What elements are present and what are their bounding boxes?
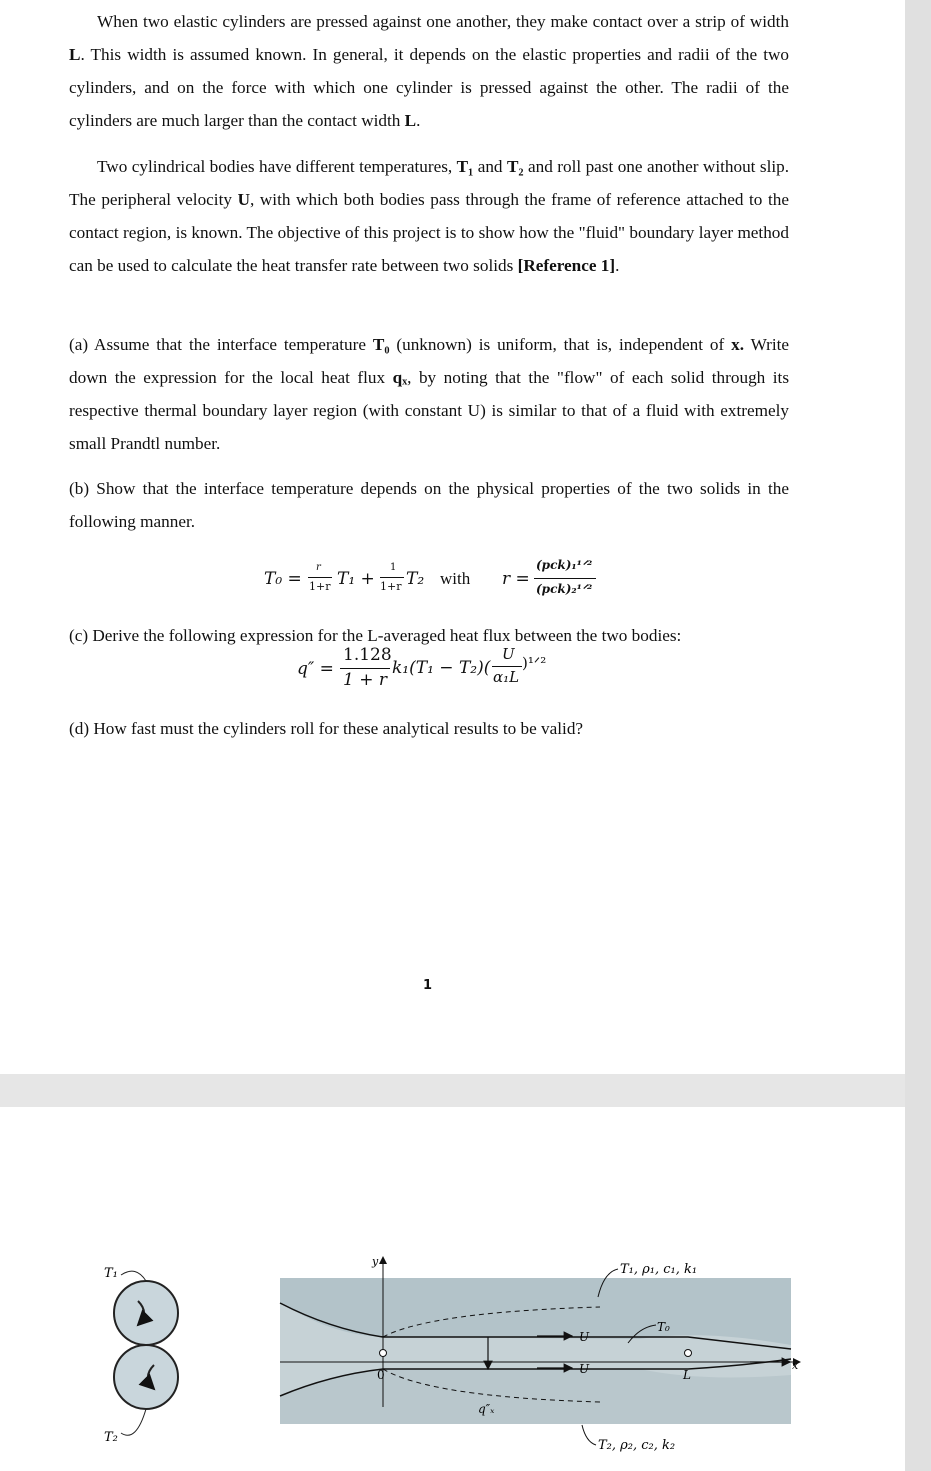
eq1-t2: T₂ [406,569,425,589]
eq1-frac1-num: r [316,562,321,573]
contact-region-diagram [280,1257,800,1445]
page-number: 1 [423,978,433,993]
paragraph-part-b: (b) Show that the interface temperature depends on the physical properties of the two solids in the following manner. [69,479,789,531]
label-T2-cylinder: T₂ [104,1430,118,1445]
eq2-frac-num: U [502,645,515,663]
paragraph-part-a: (a) Assume that the interface temperature T₀ (unknown) is uniform, that is, independent of x. Write down the expression for the local heat flux qₓ, by noting that the "flow" of each solid through its respective thermal boundary layer region (with constant U) is similar to that of a fluid with extremely small Prandtl number. [69,335,790,453]
eq1-frac1-bar [308,577,332,578]
label-x-axis: x [792,1359,799,1372]
label-bottom-properties: T₂, ρ₂, c₂, k₂ [598,1438,676,1453]
eq2-lhs: q″ = [297,659,334,679]
rolling-cylinders-figure [0,1107,905,1471]
eq2-bar [340,668,390,669]
eq2-mid: k₁(T₁ − T₂)( [392,658,491,678]
eq1-r-eq: r = [502,569,530,589]
eq2-frac-bar [492,666,522,667]
eq1-with: with [440,569,471,588]
eq1-frac2-bar [380,577,404,578]
eq1-t1: T₁ + [337,569,375,589]
viewer-scrollbar-area[interactable] [905,0,931,1471]
cylinders-schematic [114,1271,178,1435]
paragraph-contact-strip: When two elastic cylinders are pressed against one another, they make contact over a strip of width L. This width is assumed known. In general, it depends on the elastic properties and radii of the two cylinders, and on the force with which one cylinder is pressed against the other. The radii of the cylinders are much larger than the contact width L. [69,12,789,130]
paragraph-rolling-bodies: Two cylindrical bodies have different temperatures, T₁ and T₂ and roll past one another without slip. The peripheral velocity U, with which both bodies pass through the frame of reference attached to the contact region, is known. The objective of this project is to show how the "fluid" boundary layer method can be used to calculate the heat transfer rate between two solids [Reference 1]. [69,157,790,275]
label-y-axis: y [372,1255,379,1268]
label-heat-flux: q″ₓ [478,1402,495,1416]
eq1-frac2-den: 1+r [380,580,402,593]
eq1-r-num: (pck)₁¹ᐟ² [536,558,593,572]
label-U-top: U [579,1330,590,1344]
eq2-num: 1.128 [343,645,392,665]
eq1-frac1-den: 1+r [309,580,331,593]
label-T0: T₀ [657,1320,670,1334]
eq2-den: 1 + r [343,670,387,690]
eq1-frac2-num: 1 [390,562,397,573]
paragraph-part-c: (c) Derive the following expression for the L-averaged heat flux between the two bodies: [69,626,682,645]
eq2-pow: )¹ᐟ² [522,654,547,672]
label-origin: 0 [377,1368,385,1382]
label-U-bottom: U [579,1362,590,1376]
eq2-frac-den: α₁L [493,668,520,686]
paragraph-part-d: (d) How fast must the cylinders roll for these analytical results to be valid? [69,719,584,738]
eq1-r-den: (pck)₂¹ᐟ² [536,582,593,596]
label-T1-cylinder: T₁ [104,1266,118,1281]
eq1-r-bar [534,578,596,579]
label-L: L [683,1368,691,1382]
document-page-2 [0,1107,905,1471]
eq1-lhs: T₀ = [264,569,302,589]
label-top-properties: T₁, ρ₁, c₁, k₁ [620,1262,698,1277]
